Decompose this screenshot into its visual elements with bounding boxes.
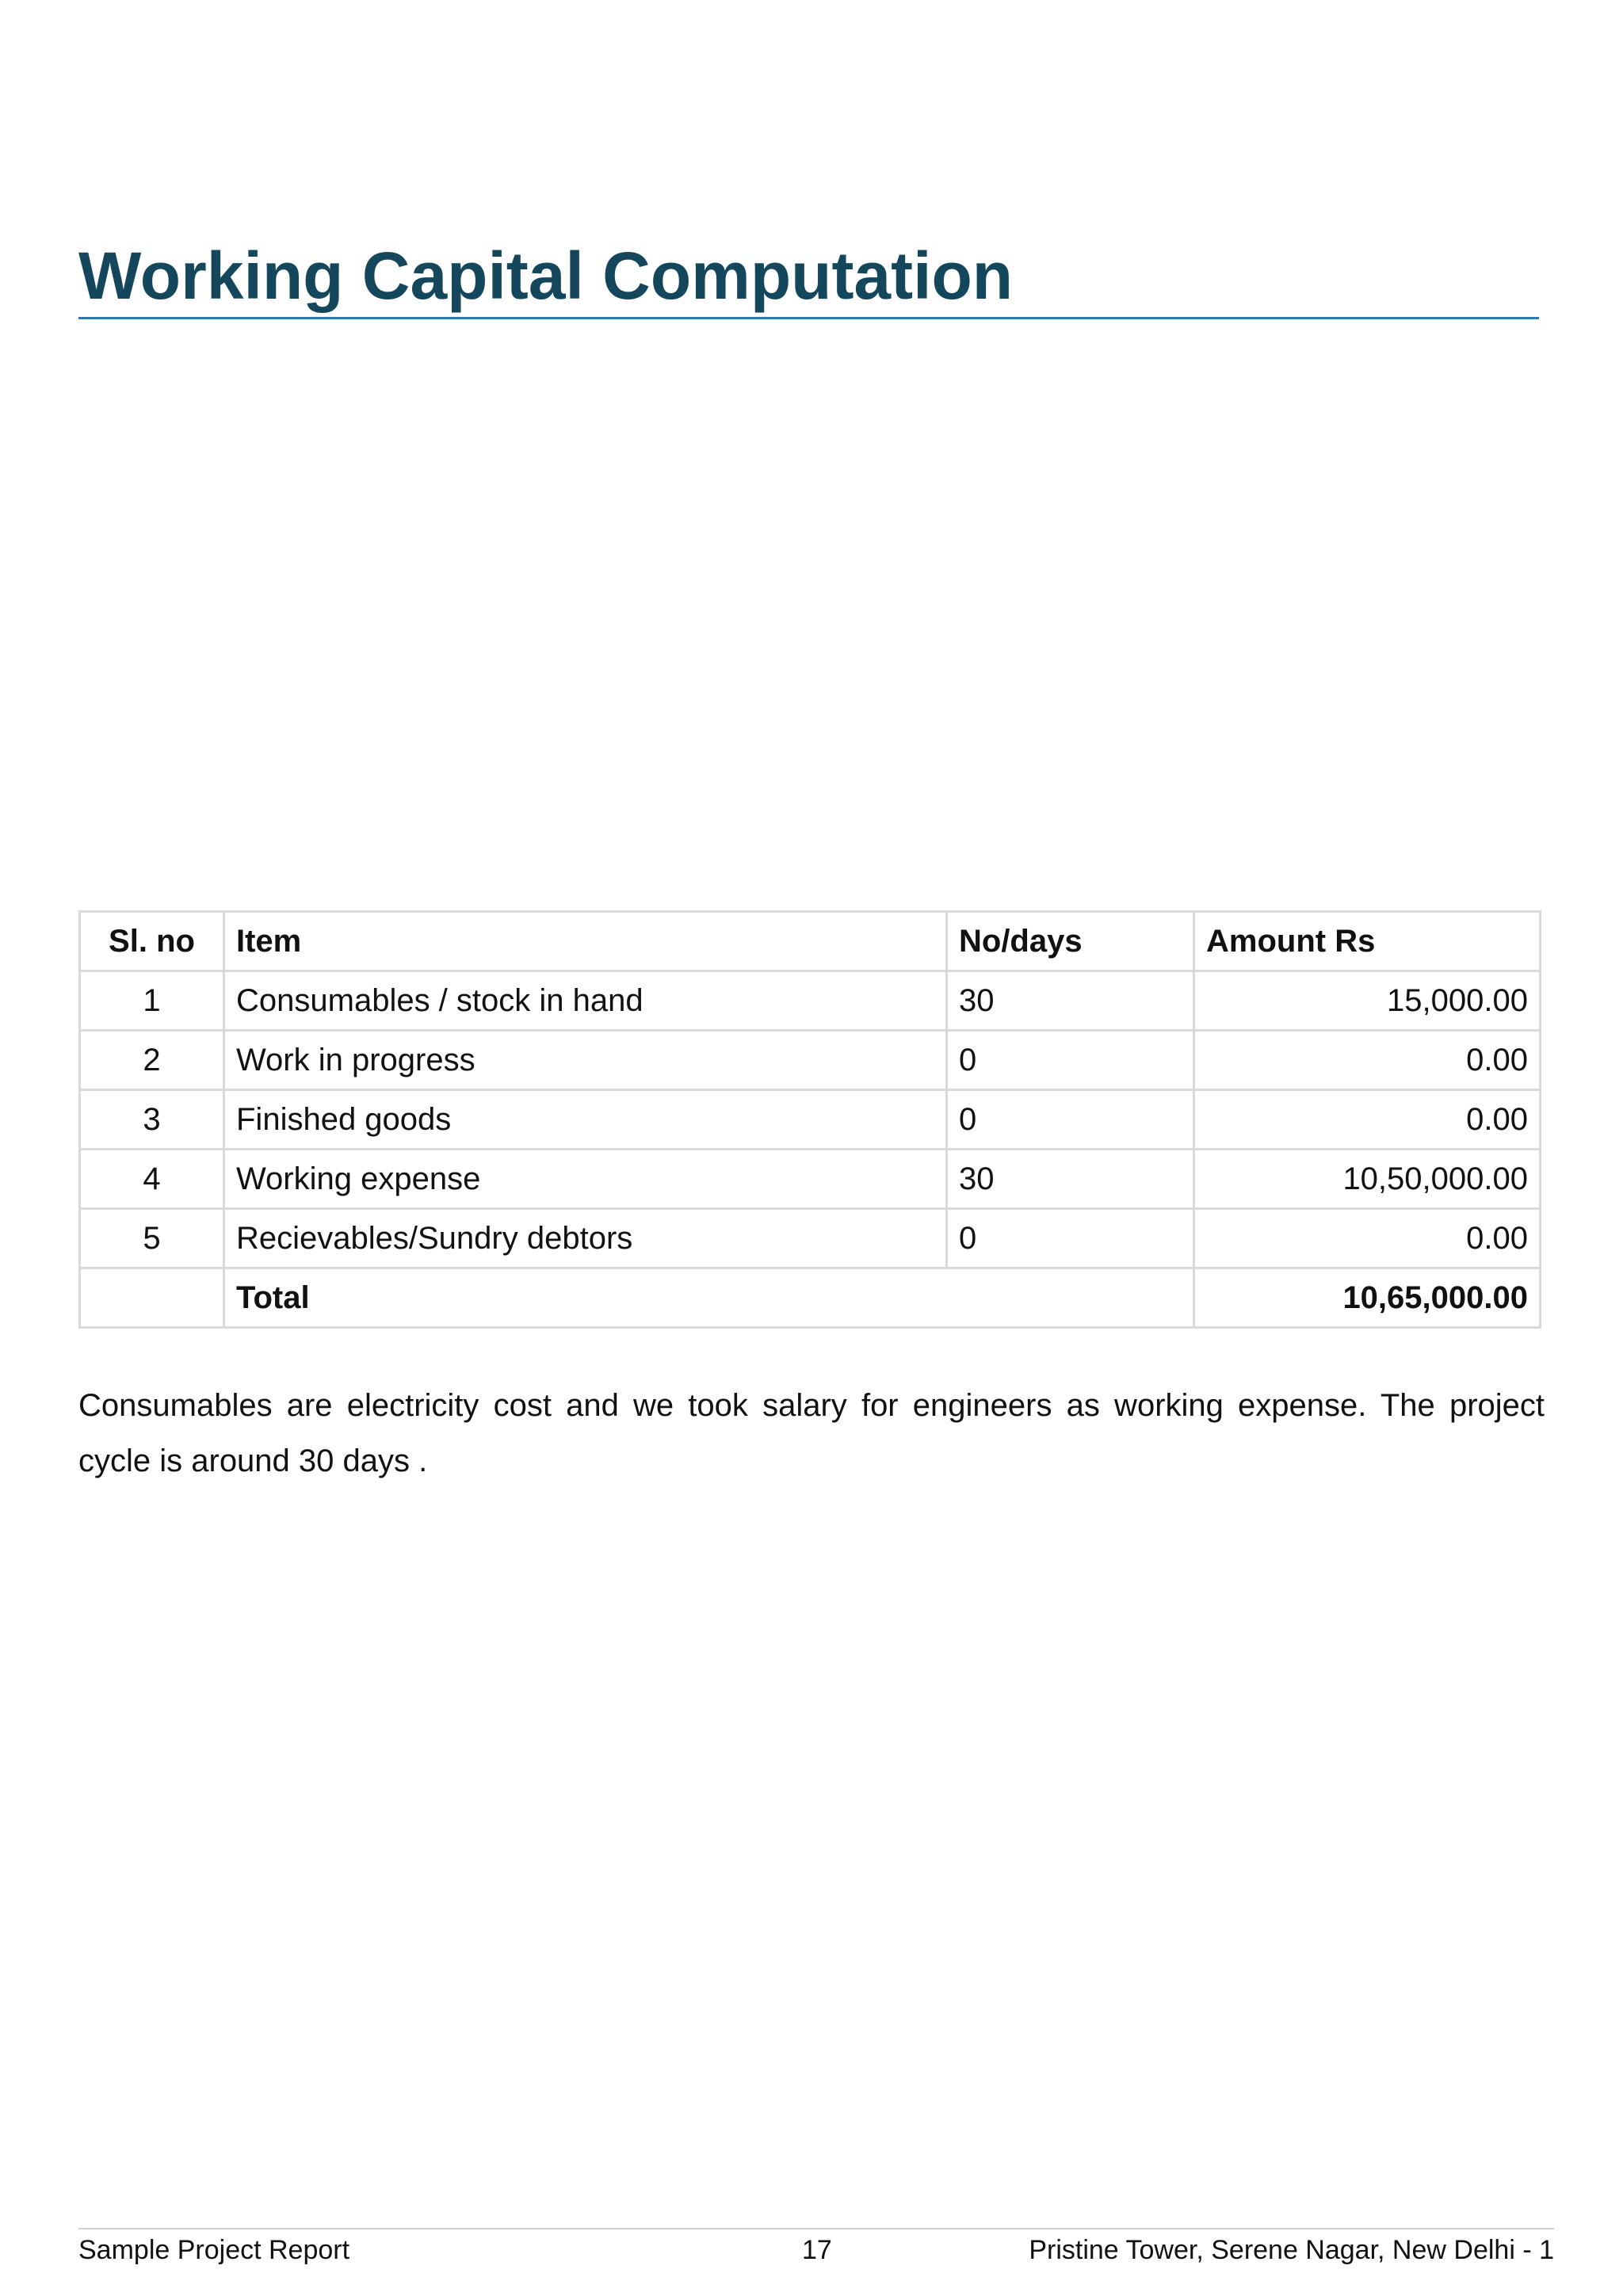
page-title: Working Capital Computation	[78, 238, 1014, 313]
table-row	[80, 1090, 1541, 1150]
cell-amount: 0.00	[1194, 1031, 1541, 1090]
total-label: Total	[224, 1268, 1194, 1328]
cell-item: Finished goods	[224, 1090, 947, 1150]
table-row	[80, 971, 1541, 1031]
cell-no-days: 30	[947, 971, 1194, 1031]
header-item: Item	[224, 912, 947, 971]
explanatory-note: Consumables are electricity cost and we took salary for engineers as working expense. The project cycle is around 30 days .	[78, 1388, 1545, 1478]
cell-amount: 15,000.00	[1194, 971, 1541, 1031]
total-amount: 10,65,000.00	[1194, 1268, 1541, 1328]
cell-total-empty	[80, 1268, 224, 1328]
cell-no-days: 0	[947, 1090, 1194, 1150]
header-amount: Amount Rs	[1194, 912, 1541, 971]
cell-no-days: 30	[947, 1150, 1194, 1209]
cell-no-days: 0	[947, 1209, 1194, 1268]
table-header-row	[80, 912, 1541, 971]
cell-sl-no: 5	[80, 1209, 224, 1268]
header-no-days: No/days	[947, 912, 1194, 971]
cell-no-days: 0	[947, 1031, 1194, 1090]
cell-item: Working expense	[224, 1150, 947, 1209]
cell-sl-no: 2	[80, 1031, 224, 1090]
footer-divider	[78, 2228, 1554, 2229]
table-row	[80, 1209, 1541, 1268]
cell-sl-no: 3	[80, 1090, 224, 1150]
table-total-row	[80, 1268, 1541, 1328]
cell-item: Work in progress	[224, 1031, 947, 1090]
footer-report-name: Sample Project Report	[78, 2235, 350, 2265]
cell-item: Consumables / stock in hand	[224, 971, 947, 1031]
cell-sl-no: 1	[80, 971, 224, 1031]
cell-amount: 10,50,000.00	[1194, 1150, 1541, 1209]
footer-address: Pristine Tower, Serene Nagar, New Delhi - 1	[1029, 2235, 1554, 2265]
footer-page-number: 17	[802, 2235, 832, 2265]
cell-amount: 0.00	[1194, 1209, 1541, 1268]
table-row	[80, 1031, 1541, 1090]
table-row	[80, 1150, 1541, 1209]
header-sl-no: Sl. no	[80, 912, 224, 971]
working-capital-table	[78, 910, 1541, 1329]
cell-item: Recievables/Sundry debtors	[224, 1209, 947, 1268]
cell-sl-no: 4	[80, 1150, 224, 1209]
title-underline	[78, 317, 1539, 319]
cell-amount: 0.00	[1194, 1090, 1541, 1150]
